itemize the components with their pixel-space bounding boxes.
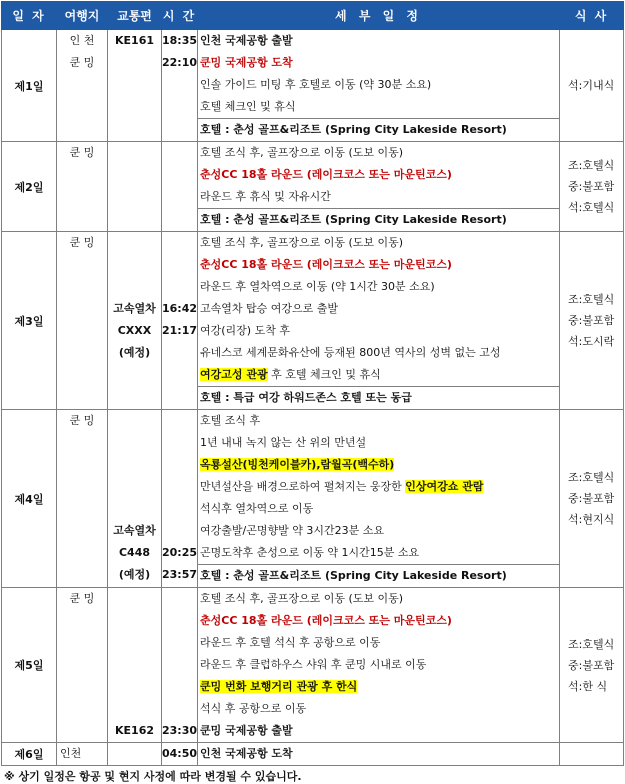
meal-item: 조:호텔식 (568, 159, 615, 172)
detail-line: 호텔 조식 후, 골프장으로 이동 (도보 이동) (200, 592, 404, 605)
time-cell (162, 410, 198, 588)
detail-line: 인천 국제공항 출발 (200, 34, 293, 47)
place-name: 인 천 (69, 34, 95, 47)
transport-cell (108, 30, 162, 142)
day-row-4 (2, 410, 624, 588)
time-cell (162, 232, 198, 410)
place-cell (57, 232, 108, 410)
detail-cell (198, 410, 560, 588)
meal-item: 중:불포함 (568, 180, 615, 193)
day-row-6 (2, 743, 624, 766)
detail-cell (198, 142, 560, 232)
detail-line: 인천 국제공항 도착 (200, 747, 293, 760)
transport-cell (108, 743, 162, 766)
day-row-1 (2, 30, 624, 142)
meal-item: 석:현지식 (568, 513, 615, 526)
meal-item: 중:불포함 (568, 314, 615, 327)
hotel-line: 호텔 : 춘성 골프&리조트 (Spring City Lakeside Resort) (198, 208, 559, 231)
meal-cell (560, 142, 624, 232)
place-cell (57, 410, 108, 588)
detail-line (198, 676, 559, 698)
footnote: ※ 상기 일정은 항공 및 현지 사정에 따라 변경될 수 있습니다. (4, 770, 302, 783)
place-cell (57, 588, 108, 743)
detail-line: 라운드 후 열차역으로 이동 (약 1시간 30분 소요) (200, 280, 435, 293)
detail-line: 인솔 가이드 미팅 후 호텔로 이동 (약 30분 소요) (200, 78, 432, 91)
detail-line: 라운드 후 클럽하우스 샤워 후 쿤밍 시내로 이동 (200, 658, 427, 671)
train-note: (예정) (118, 568, 151, 581)
flight-number: KE161 (115, 34, 154, 47)
day-row-5 (2, 588, 624, 743)
place-name: 쿤 밍 (69, 146, 95, 159)
meal-item: 석:도시락 (568, 335, 615, 348)
detail-line: 석식후 열차역으로 이동 (200, 502, 314, 515)
hotel-line: 호텔 : 특급 여강 하워드존스 호텔 또는 동급 (198, 386, 559, 409)
header-transport: 교통편 (108, 2, 162, 30)
header-day: 일 자 (2, 2, 57, 30)
transport-cell (108, 410, 162, 588)
detail-line: 1년 내내 녹지 않는 산 위의 만년설 (200, 436, 367, 449)
header-detail: 세 부 일 정 (198, 2, 560, 30)
itinerary-table (1, 1, 624, 766)
day-row-3 (2, 232, 624, 410)
detail-line: 석식 후 공항으로 이동 (200, 702, 307, 715)
meal-item: 조:호텔식 (568, 471, 615, 484)
detail-cell (198, 30, 560, 142)
meal-cell (560, 410, 624, 588)
train-label: 고속열차 (113, 524, 156, 537)
detail-text: 만년설산을 배경으로하여 펼쳐지는 웅장한 (200, 480, 406, 493)
detail-cell (198, 743, 560, 766)
time-cell (162, 743, 198, 766)
meal-cell (560, 30, 624, 142)
detail-line (198, 476, 559, 498)
meal-item: 조:호텔식 (568, 637, 615, 651)
day-label: 제5일 (2, 588, 57, 743)
day-label: 제4일 (2, 410, 57, 588)
highlight-text: 인상여강쇼 관람 (405, 480, 484, 493)
time-cell (162, 588, 198, 743)
train-note: (예정) (118, 346, 151, 359)
meal-item: 중:불포함 (568, 658, 615, 672)
train-number: C448 (118, 546, 151, 559)
detail-line: 호텔 조식 후, 골프장으로 이동 (도보 이동) (200, 146, 404, 159)
meal-cell (560, 232, 624, 410)
train-label: 고속열차 (113, 302, 156, 315)
time-value: 04:50 (162, 747, 197, 760)
highlight-text: 여강고성 관광 (200, 368, 268, 381)
meal-item: 중:불포함 (568, 492, 615, 505)
time-value: 21:17 (162, 324, 197, 337)
hotel-line: 호텔 : 춘성 골프&리조트 (Spring City Lakeside Resort) (198, 118, 559, 141)
day-label: 제1일 (2, 30, 57, 142)
time-value: 23:57 (162, 568, 197, 581)
detail-text: 후 호텔 체크인 및 휴식 (267, 368, 381, 381)
detail-line: 쿤밍 국제공항 출발 (200, 724, 293, 737)
detail-line: 라운드 후 휴식 및 자유시간 (200, 190, 331, 203)
detail-line: 곤명도착후 춘성으로 이동 약 1시간15분 소요 (200, 546, 420, 559)
meal-item: 조:호텔식 (568, 293, 615, 306)
header-place: 여행지 (57, 2, 108, 30)
day-label: 제3일 (2, 232, 57, 410)
detail-line: 고속열차 탑승 여강으로 출발 (200, 302, 339, 315)
transport-cell (108, 142, 162, 232)
place-name: 쿤 밍 (69, 414, 95, 427)
place-cell (57, 142, 108, 232)
header-meal: 식 사 (560, 2, 624, 30)
detail-line: 여강출발/곤명향발 약 3시간23분 소요 (200, 524, 384, 537)
day-label: 제6일 (2, 743, 57, 766)
detail-cell (198, 588, 560, 743)
flight-number: KE162 (115, 724, 154, 737)
place-name: 쿤 밍 (69, 592, 95, 605)
highlight-text: 옥룡설산(빙천케이블카),람월곡(백수하) (200, 458, 395, 471)
time-value: 18:35 (162, 34, 197, 47)
place-name: 인천 (60, 747, 82, 760)
transport-cell (108, 232, 162, 410)
detail-line: 호텔 조식 후 (200, 414, 261, 427)
detail-line: 춘성CC 18홀 라운드 (레이크코스 또는 마운틴코스) (200, 258, 452, 271)
detail-line: 여강(리장) 도착 후 (200, 324, 290, 337)
meal-cell (560, 588, 624, 743)
detail-line: 호텔 조식 후, 골프장으로 이동 (도보 이동) (200, 236, 404, 249)
detail-line: 춘성CC 18홀 라운드 (레이크코스 또는 마운틴코스) (200, 614, 452, 627)
meal-item: 석:호텔식 (568, 201, 615, 214)
meal-item: 석:한 식 (568, 679, 608, 693)
highlight-text: 쿤밍 번화 보행거리 관광 후 한식 (200, 680, 358, 693)
detail-cell (198, 232, 560, 410)
detail-line (198, 454, 559, 476)
time-cell (162, 30, 198, 142)
detail-line: 쿤밍 국제공항 도착 (200, 56, 293, 69)
time-value: 22:10 (162, 56, 197, 69)
detail-line: 유네스코 세계문화유산에 등재된 800년 역사의 성벽 없는 고성 (200, 346, 501, 359)
day-label: 제2일 (2, 142, 57, 232)
train-number: CXXX (117, 324, 152, 337)
hotel-line: 호텔 : 춘성 골프&리조트 (Spring City Lakeside Resort) (198, 564, 559, 587)
header-time: 시 간 (162, 2, 198, 30)
place-name: 쿤 밍 (69, 236, 95, 249)
header-row (2, 2, 624, 30)
detail-line (198, 364, 559, 386)
transport-cell (108, 588, 162, 743)
time-value: 23:30 (162, 724, 197, 737)
place-name: 쿤 밍 (69, 56, 95, 69)
place-cell (57, 743, 108, 766)
detail-line: 라운드 후 호텔 석식 후 공항으로 이동 (200, 636, 381, 649)
day-row-2 (2, 142, 624, 232)
detail-line: 호텔 체크인 및 휴식 (200, 100, 296, 113)
time-value: 16:42 (162, 302, 197, 315)
detail-line: 춘성CC 18홀 라운드 (레이크코스 또는 마운틴코스) (200, 168, 452, 181)
time-value: 20:25 (162, 546, 197, 559)
place-cell (57, 30, 108, 142)
time-cell (162, 142, 198, 232)
meal-item: 석:기내식 (568, 79, 615, 92)
meal-cell (560, 743, 624, 766)
